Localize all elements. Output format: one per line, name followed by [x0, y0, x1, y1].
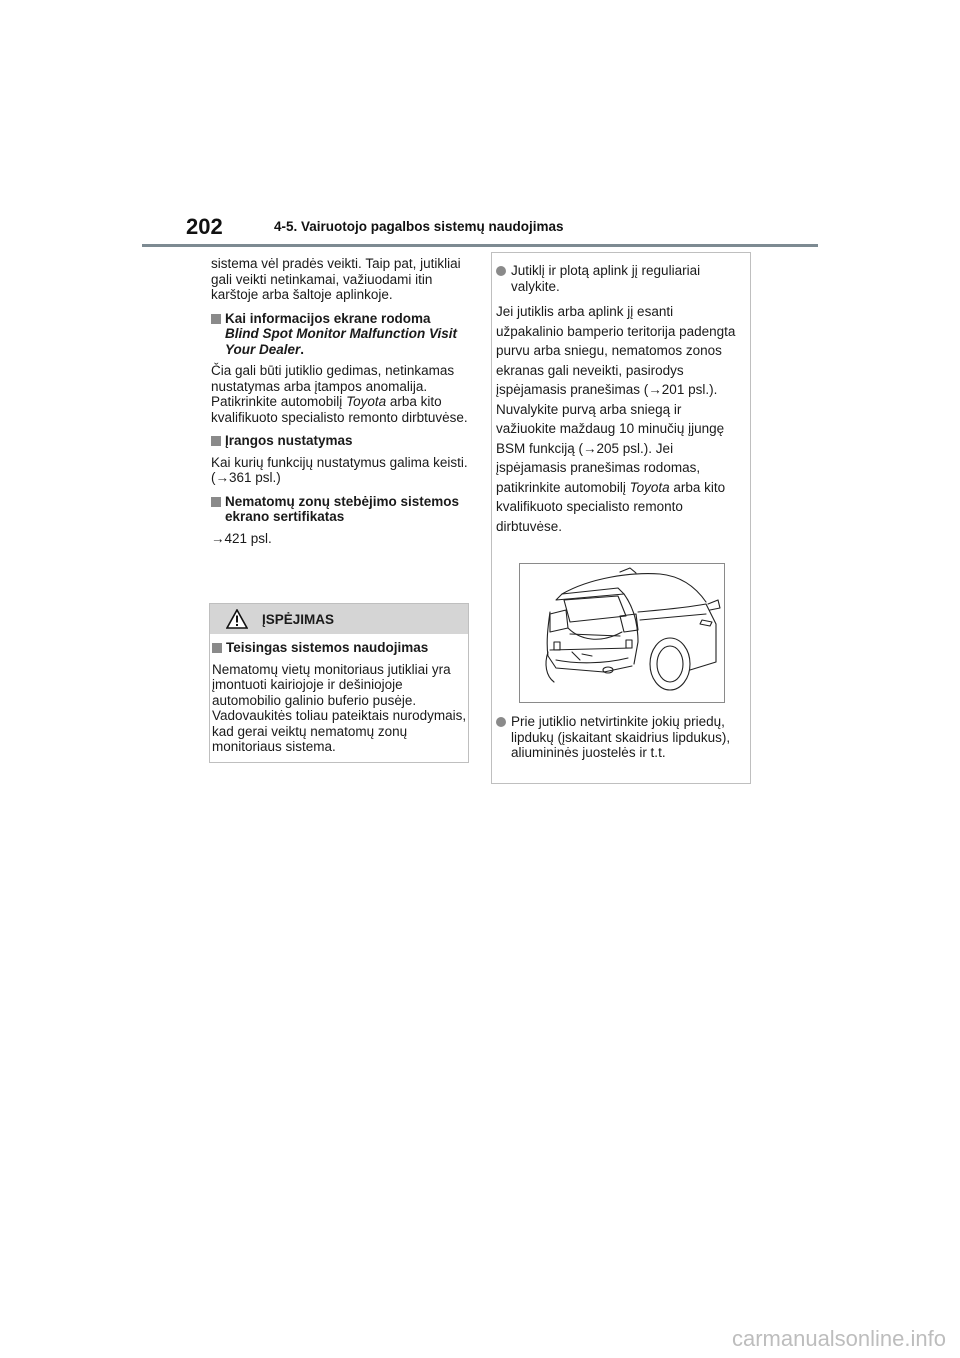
warning-message: Blind Spot Monitor Malfunction Visit Your Dealer	[225, 326, 457, 357]
section-title: Nematomų zonų stebėjimo sistemos ekrano sertifikatas	[225, 493, 460, 524]
warning-title: ĮSPĖJIMAS	[262, 612, 335, 627]
round-bullet-icon	[496, 717, 506, 727]
section-heading: Kai informacijos ekrane rodoma Blind Spot Monitor Malfunction Visit Your Dealer.	[211, 311, 473, 358]
section-paragraph: Kai kurių funkcijų nustatymus galima keisti. (→361 psl.)	[211, 454, 468, 485]
right-column-box	[491, 252, 751, 784]
page-header	[142, 214, 818, 246]
header-rule	[142, 244, 818, 247]
intro-paragraph: sistema vėl pradės veikti. Taip pat, jutikliai gali veikti netinkamai, važiuodami itin karštoje arba šaltoje aplinkoje.	[211, 256, 461, 302]
section-paragraph: →421 psl.	[211, 530, 272, 546]
round-bullet-icon	[496, 266, 506, 276]
car-rear-illustration	[519, 563, 725, 703]
warning-text: Nematomų vietų monitoriaus jutikliai yra įmontuoti kairiojoje ir dešiniojoje automobilio galinio buferio pusėje. Vadovaukitės toliau pateiktais nurodymais, kad gerai veiktų nematomų zonų monitoriaus sistema.	[212, 661, 467, 754]
section-paragraph: Čia gali būti jutiklio gedimas, netinkamas nustatymas arba įtampos anomalija. Patikrinkite automobilį Toyota arba kito kvalifikuoto specialisto remonto dirbtuvėse.	[211, 363, 468, 425]
section-heading	[211, 433, 473, 449]
page-number: 202	[186, 214, 223, 239]
list-item: Jutiklį ir plotą aplink jį reguliariai valykite.	[492, 253, 750, 294]
warning-subtitle: Teisingas sistemos naudojimas	[226, 640, 429, 655]
section-heading	[211, 494, 473, 525]
warning-subtitle-row	[212, 640, 468, 656]
warning-box	[209, 603, 469, 763]
warning-header	[210, 604, 468, 634]
brand-name: Toyota	[629, 479, 670, 495]
square-bullet-icon	[211, 314, 221, 324]
brand-name: Toyota	[346, 394, 387, 409]
watermark: carmanualsonline.info	[731, 1326, 946, 1351]
chapter-title: 4-5. Vairuotojo pagalbos sistemų naudojimas	[274, 219, 564, 234]
square-bullet-icon	[211, 436, 221, 446]
left-column	[211, 256, 473, 554]
square-bullet-icon	[211, 497, 221, 507]
section-title: Kai informacijos ekrane rodoma	[225, 310, 431, 326]
section-title: Įrangos nustatymas	[225, 433, 353, 448]
warning-triangle-icon	[226, 609, 248, 629]
square-bullet-icon	[212, 643, 222, 653]
right-paragraph: Jei jutiklis arba aplink jį esanti užpakalinio bamperio teritorija padengta purvu arba sniegu, nematomos zonos ekranas gali neveikti, pasirodys įspėjamasis pranešimas (→201 psl.). Nuvalykite purvą arba sniegą ir važiuokite maždaug 10 minučių įjungę BSM funkciją (→205 psl.). Jei įspėjamasis pranešimas rodomas, patikrinkite automobilį Toyota arba kito kvalifikuoto specialisto remonto dirbtuvėse.	[496, 304, 736, 534]
list-item: Prie jutiklio netvirtinkite jokių priedų, lipdukų (įskaitant skaidrius lipdukus), aliumininės juostelės ir t.t.	[496, 714, 742, 761]
